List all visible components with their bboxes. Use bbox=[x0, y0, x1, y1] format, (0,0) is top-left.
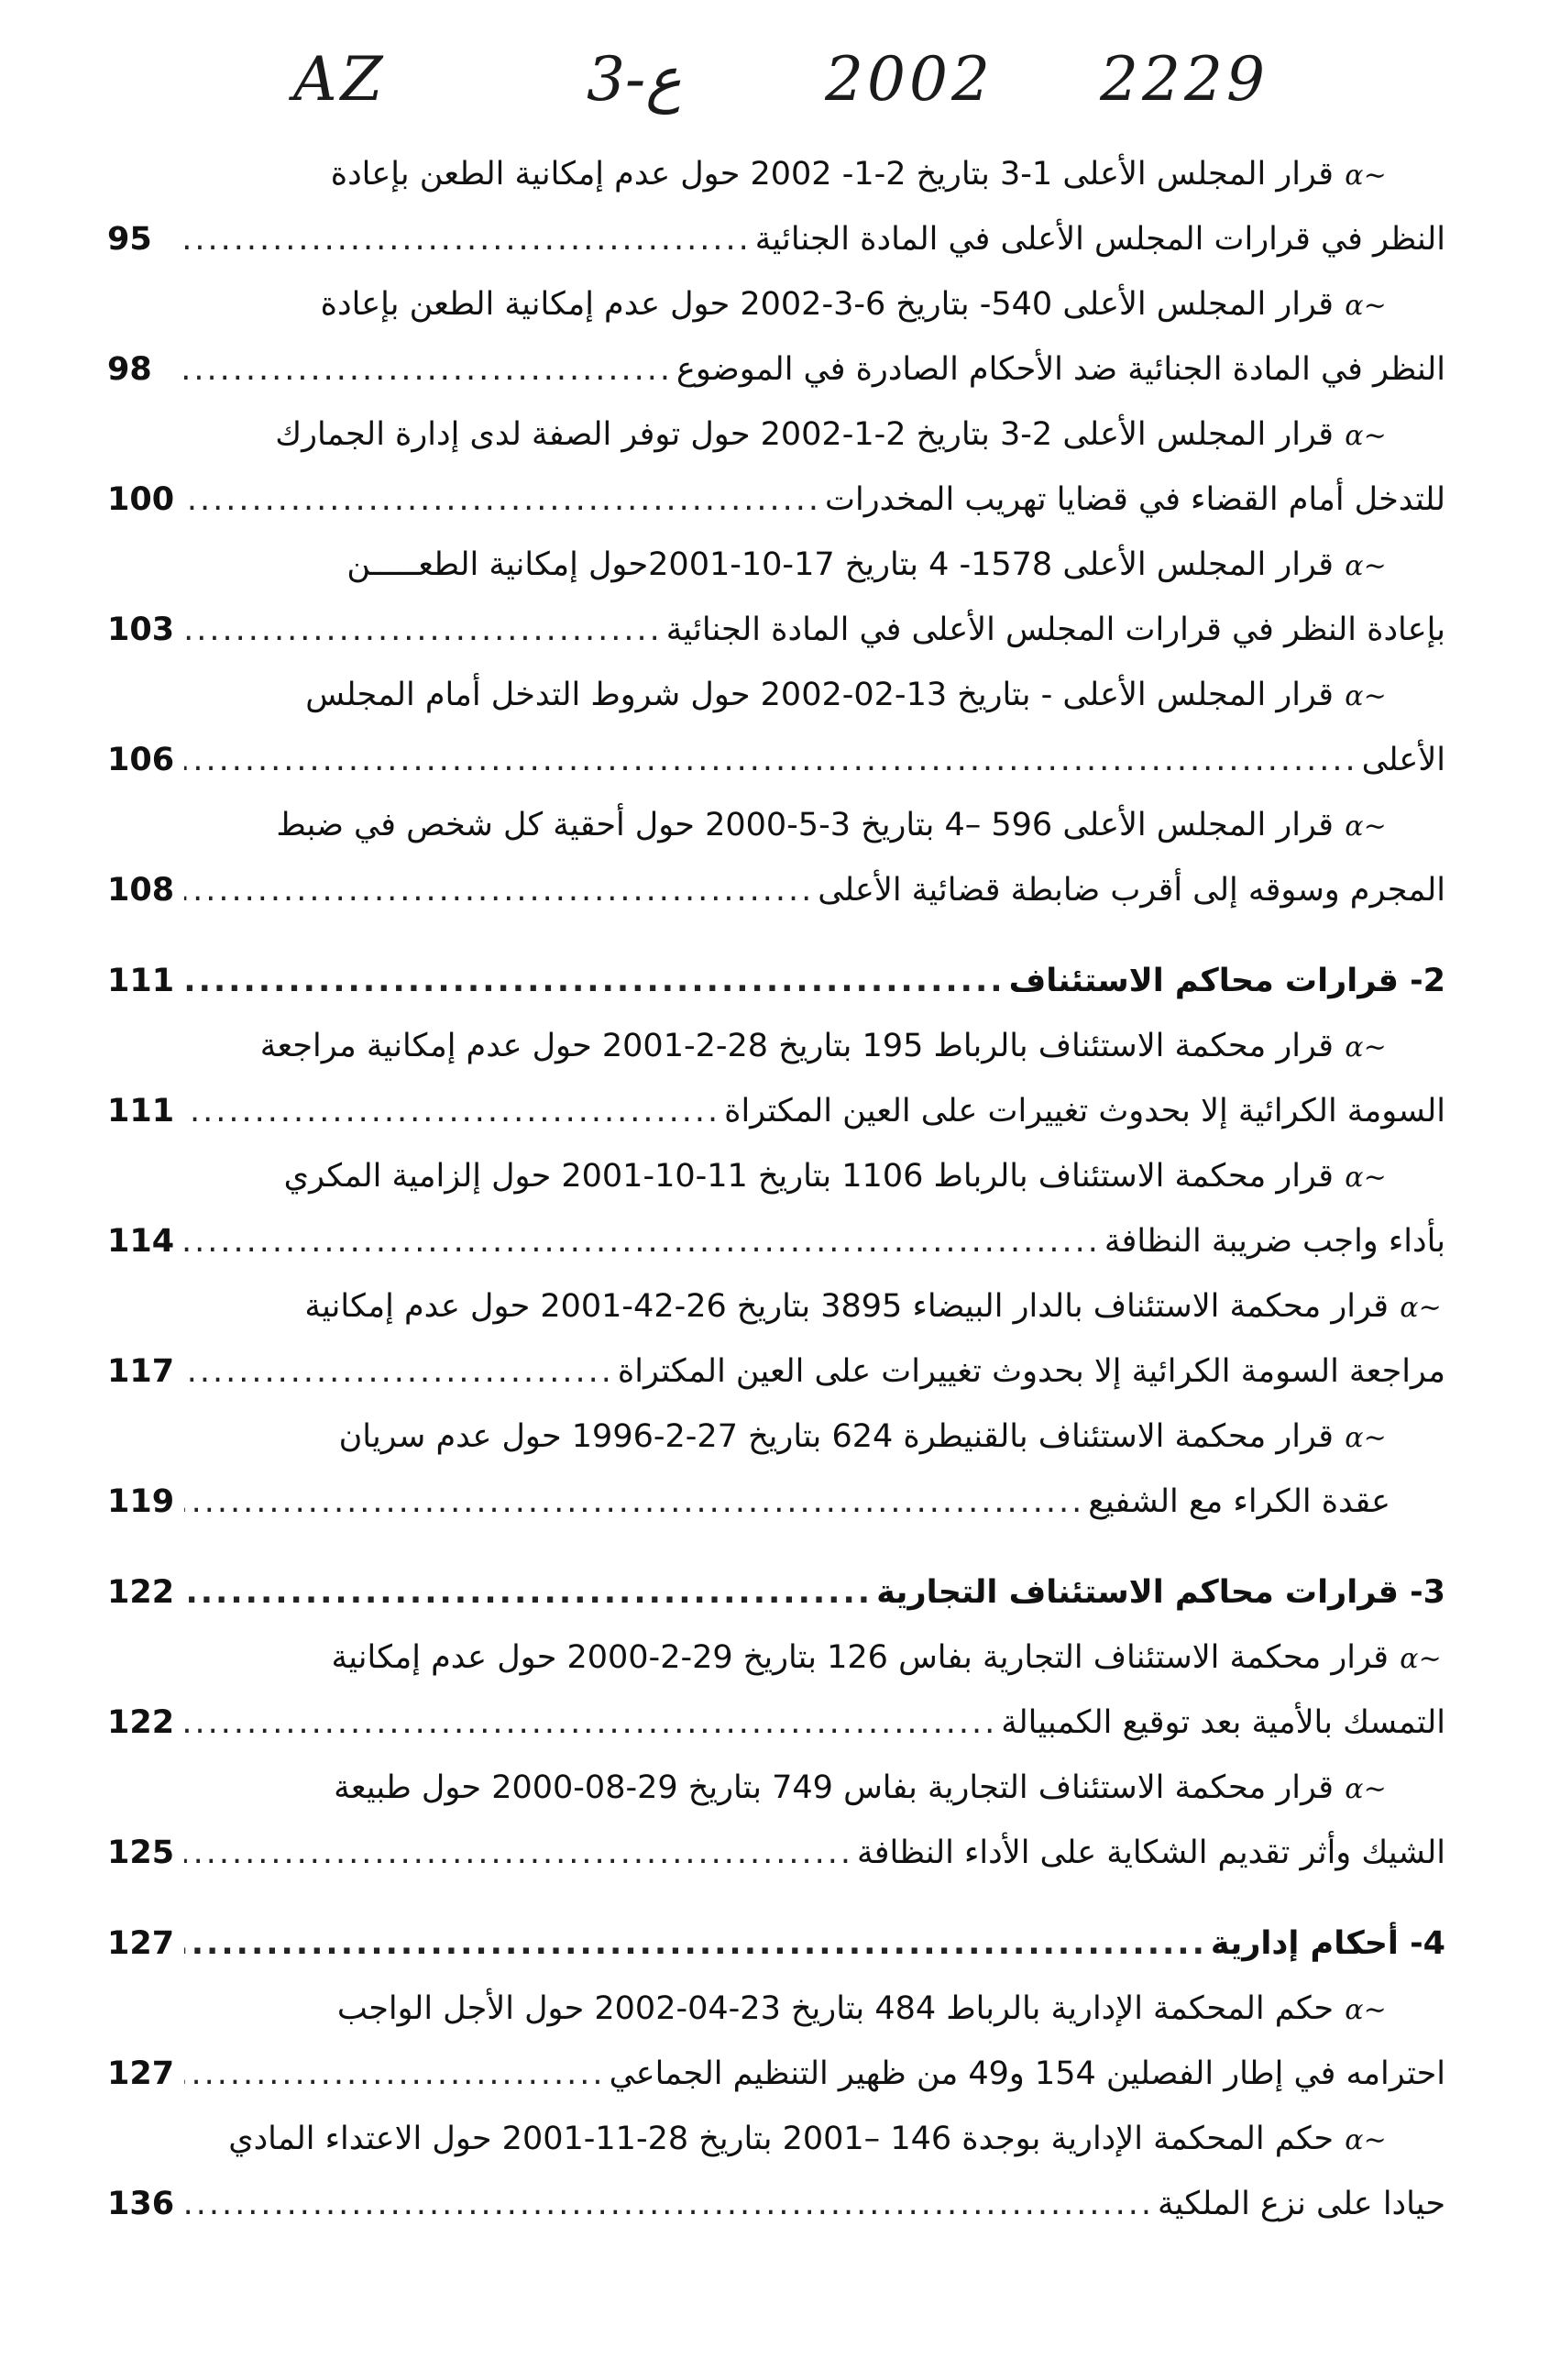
page-number: 111 bbox=[107, 1093, 175, 1129]
dot-leader bbox=[184, 2172, 1154, 2237]
entry-title-cont: النظر في المادة الجنائية ضد الأحكام الصادرة في الموضوع bbox=[676, 351, 1445, 388]
toc-entry bbox=[107, 663, 1445, 793]
bullet-icon: ∽ɑ bbox=[1345, 160, 1387, 192]
toc-entry bbox=[107, 1977, 1445, 2107]
page-number: 108 bbox=[107, 872, 175, 909]
dot-leader bbox=[184, 858, 814, 923]
dot-leader bbox=[184, 949, 1005, 1014]
entry-title-cont: مراجعة السومة الكرائية إلا بحدوث تغييرات على العين المكتراة bbox=[617, 1353, 1445, 1390]
entry-title: قرار محكمة الاستئناف التجارية بفاس 749 بتاريخ 29-08-2000 حول طبيعة bbox=[334, 1769, 1334, 1806]
dot-leader bbox=[184, 1079, 720, 1144]
bullet-icon: ∽ɑ bbox=[1345, 1031, 1387, 1063]
page-number: 114 bbox=[107, 1223, 175, 1260]
entry-title: قرار المجلس الأعلى 2-3 بتاريخ 2-1-2002 حول توفر الصفة لدى إدارة الجمارك bbox=[275, 416, 1334, 453]
section-title: 2- قرارات محاكم الاستئناف bbox=[1008, 963, 1445, 999]
entry-title-cont: النظر في قرارات المجلس الأعلى في المادة الجنائية bbox=[754, 221, 1445, 258]
page-number: 127 bbox=[107, 2055, 175, 2092]
bullet-icon: ∽ɑ bbox=[1345, 1773, 1387, 1805]
dot-leader bbox=[184, 207, 752, 272]
page-number: 119 bbox=[107, 1483, 175, 1520]
handwritten-year: 2002 bbox=[825, 44, 994, 115]
section-heading bbox=[107, 1560, 1445, 1625]
bullet-icon: ∽ɑ bbox=[1345, 1422, 1387, 1454]
section-title: 3- قرارات محاكم الاستئناف التجارية bbox=[876, 1574, 1445, 1611]
dot-leader bbox=[184, 337, 673, 402]
entry-title: قرار محكمة الاستئناف التجارية بفاس 126 بتاريخ 29-2-2000 حول عدم إمكانية bbox=[331, 1639, 1389, 1676]
entry-title: قرار المجلس الأعلى 1-3 بتاريخ 2-1- 2002 حول عدم إمكانية الطعن بإعادة bbox=[330, 156, 1334, 193]
page-number: 111 bbox=[107, 963, 175, 999]
entry-title-cont: بأداء واجب ضريبة النظافة bbox=[1104, 1223, 1445, 1260]
dot-leader bbox=[184, 1912, 1207, 1977]
entry-title-cont: السومة الكرائية إلا بحدوث تغييرات على العين المكتراة bbox=[724, 1093, 1445, 1129]
toc-entry bbox=[107, 1625, 1445, 1756]
toc-entry bbox=[107, 1756, 1445, 1886]
toc-entry bbox=[107, 402, 1445, 533]
page-number: 125 bbox=[107, 1835, 175, 1871]
entry-title-cont: المجرم وسوقه إلى أقرب ضابطة قضائية الأعلى bbox=[818, 872, 1445, 909]
bullet-icon: ∽ɑ bbox=[1345, 1162, 1387, 1194]
entry-title: حكم المحكمة الإدارية بوجدة 146 –2001 بتاريخ 28-11-2001 حول الاعتداء المادي bbox=[228, 2121, 1334, 2157]
handwritten-volume: 3-ع bbox=[587, 44, 682, 115]
handwritten-number: 2229 bbox=[1100, 44, 1269, 115]
entry-title-cont: للتدخل أمام القضاء في قضايا تهريب المخدرات bbox=[825, 481, 1445, 518]
bullet-icon: ∽ɑ bbox=[1345, 1994, 1387, 2026]
entry-title: قرار المجلس الأعلى 1578- 4 بتاريخ 17-10-2001حول إمكانية الطعـــــن bbox=[346, 546, 1334, 583]
bullet-icon: ∽ɑ bbox=[1345, 2124, 1387, 2156]
bullet-icon: ∽ɑ bbox=[1345, 550, 1387, 582]
page-number: 127 bbox=[107, 1925, 175, 1962]
entry-title-cont: بإعادة النظر في قرارات المجلس الأعلى في المادة الجنائية bbox=[665, 612, 1445, 648]
page-number: 98 bbox=[107, 351, 152, 388]
dot-leader bbox=[184, 2042, 606, 2107]
page-number: 136 bbox=[107, 2186, 175, 2222]
toc-entry bbox=[107, 142, 1445, 272]
entry-title-cont: احترامه في إطار الفصلين 154 و49 من ظهير التنظيم الجماعي bbox=[609, 2055, 1445, 2092]
page-number: 117 bbox=[107, 1353, 175, 1390]
page-number: 106 bbox=[107, 742, 175, 778]
entry-title-cont: حيادا على نزع الملكية bbox=[1158, 2186, 1445, 2222]
entry-title: قرار المجلس الأعلى - بتاريخ 13-02-2002 حول شروط التدخل أمام المجلس bbox=[305, 677, 1334, 713]
table-of-contents bbox=[107, 142, 1445, 2237]
toc-entry bbox=[107, 1014, 1445, 1144]
entry-title: حكم المحكمة الإدارية بالرباط 484 بتاريخ 23-04-2002 حول الأجل الواجب bbox=[336, 1990, 1334, 2027]
bullet-icon: ∽ɑ bbox=[1345, 680, 1387, 712]
entry-title-cont: عقدة الكراء مع الشفيع bbox=[1088, 1483, 1390, 1520]
dot-leader bbox=[184, 1470, 1084, 1535]
toc-entry bbox=[107, 2107, 1445, 2237]
page-number: 95 bbox=[107, 221, 152, 258]
toc-entry bbox=[107, 1144, 1445, 1274]
handwritten-code: AZ bbox=[293, 44, 387, 115]
dot-leader bbox=[184, 1339, 614, 1405]
bullet-icon: ∽ɑ bbox=[1345, 290, 1387, 322]
entry-title-cont: التمسك بالأمية بعد توقيع الكمبيالة bbox=[1001, 1704, 1445, 1741]
page-number: 122 bbox=[107, 1574, 175, 1611]
section-heading bbox=[107, 1912, 1445, 1977]
dot-leader bbox=[184, 1821, 853, 1886]
dot-leader bbox=[184, 1691, 997, 1756]
entry-title-cont: الشيك وأثر تقديم الشكاية على الأداء النظافة bbox=[857, 1835, 1445, 1871]
bullet-icon: ∽ɑ bbox=[1400, 1643, 1442, 1675]
dot-leader bbox=[184, 728, 1358, 793]
entry-title: قرار المجلس الأعلى 596 –4 بتاريخ 3-5-2000 حول أحقية كل شخص في ضبط bbox=[276, 807, 1334, 843]
page-number: 100 bbox=[107, 481, 175, 518]
toc-entry bbox=[107, 533, 1445, 663]
entry-title: قرار المجلس الأعلى 540- بتاريخ 6-3-2002 حول عدم إمكانية الطعن بإعادة bbox=[320, 286, 1334, 323]
bullet-icon: ∽ɑ bbox=[1400, 1292, 1442, 1324]
entry-title: قرار محكمة الاستئناف بالقنيطرة 624 بتاريخ 27-2-1996 حول عدم سريان bbox=[338, 1418, 1334, 1455]
dot-leader bbox=[184, 598, 663, 663]
section-title: 4- أحكام إدارية bbox=[1210, 1925, 1445, 1962]
section-heading bbox=[107, 949, 1445, 1014]
page-number: 103 bbox=[107, 612, 175, 648]
entry-title-cont: الأعلى bbox=[1361, 742, 1445, 778]
entry-title: قرار محكمة الاستئناف بالدار البيضاء 3895 بتاريخ 26-42-2001 حول عدم إمكانية bbox=[304, 1288, 1389, 1325]
page-number: 122 bbox=[107, 1704, 175, 1741]
toc-entry bbox=[107, 272, 1445, 402]
entry-title: قرار محكمة الاستئناف بالرباط 195 بتاريخ 28-2-2001 حول عدم إمكانية مراجعة bbox=[259, 1028, 1334, 1064]
bullet-icon: ∽ɑ bbox=[1345, 810, 1387, 843]
entry-title: قرار محكمة الاستئناف بالرباط 1106 بتاريخ 11-10-2001 حول إلزامية المكري bbox=[283, 1158, 1334, 1195]
handwritten-reference bbox=[238, 26, 1338, 127]
dot-leader bbox=[184, 468, 821, 533]
toc-entry bbox=[107, 793, 1445, 923]
toc-entry bbox=[107, 1405, 1445, 1535]
bullet-icon: ∽ɑ bbox=[1345, 420, 1387, 452]
dot-leader bbox=[184, 1209, 1101, 1274]
toc-entry bbox=[107, 1274, 1445, 1405]
dot-leader bbox=[184, 1560, 873, 1625]
